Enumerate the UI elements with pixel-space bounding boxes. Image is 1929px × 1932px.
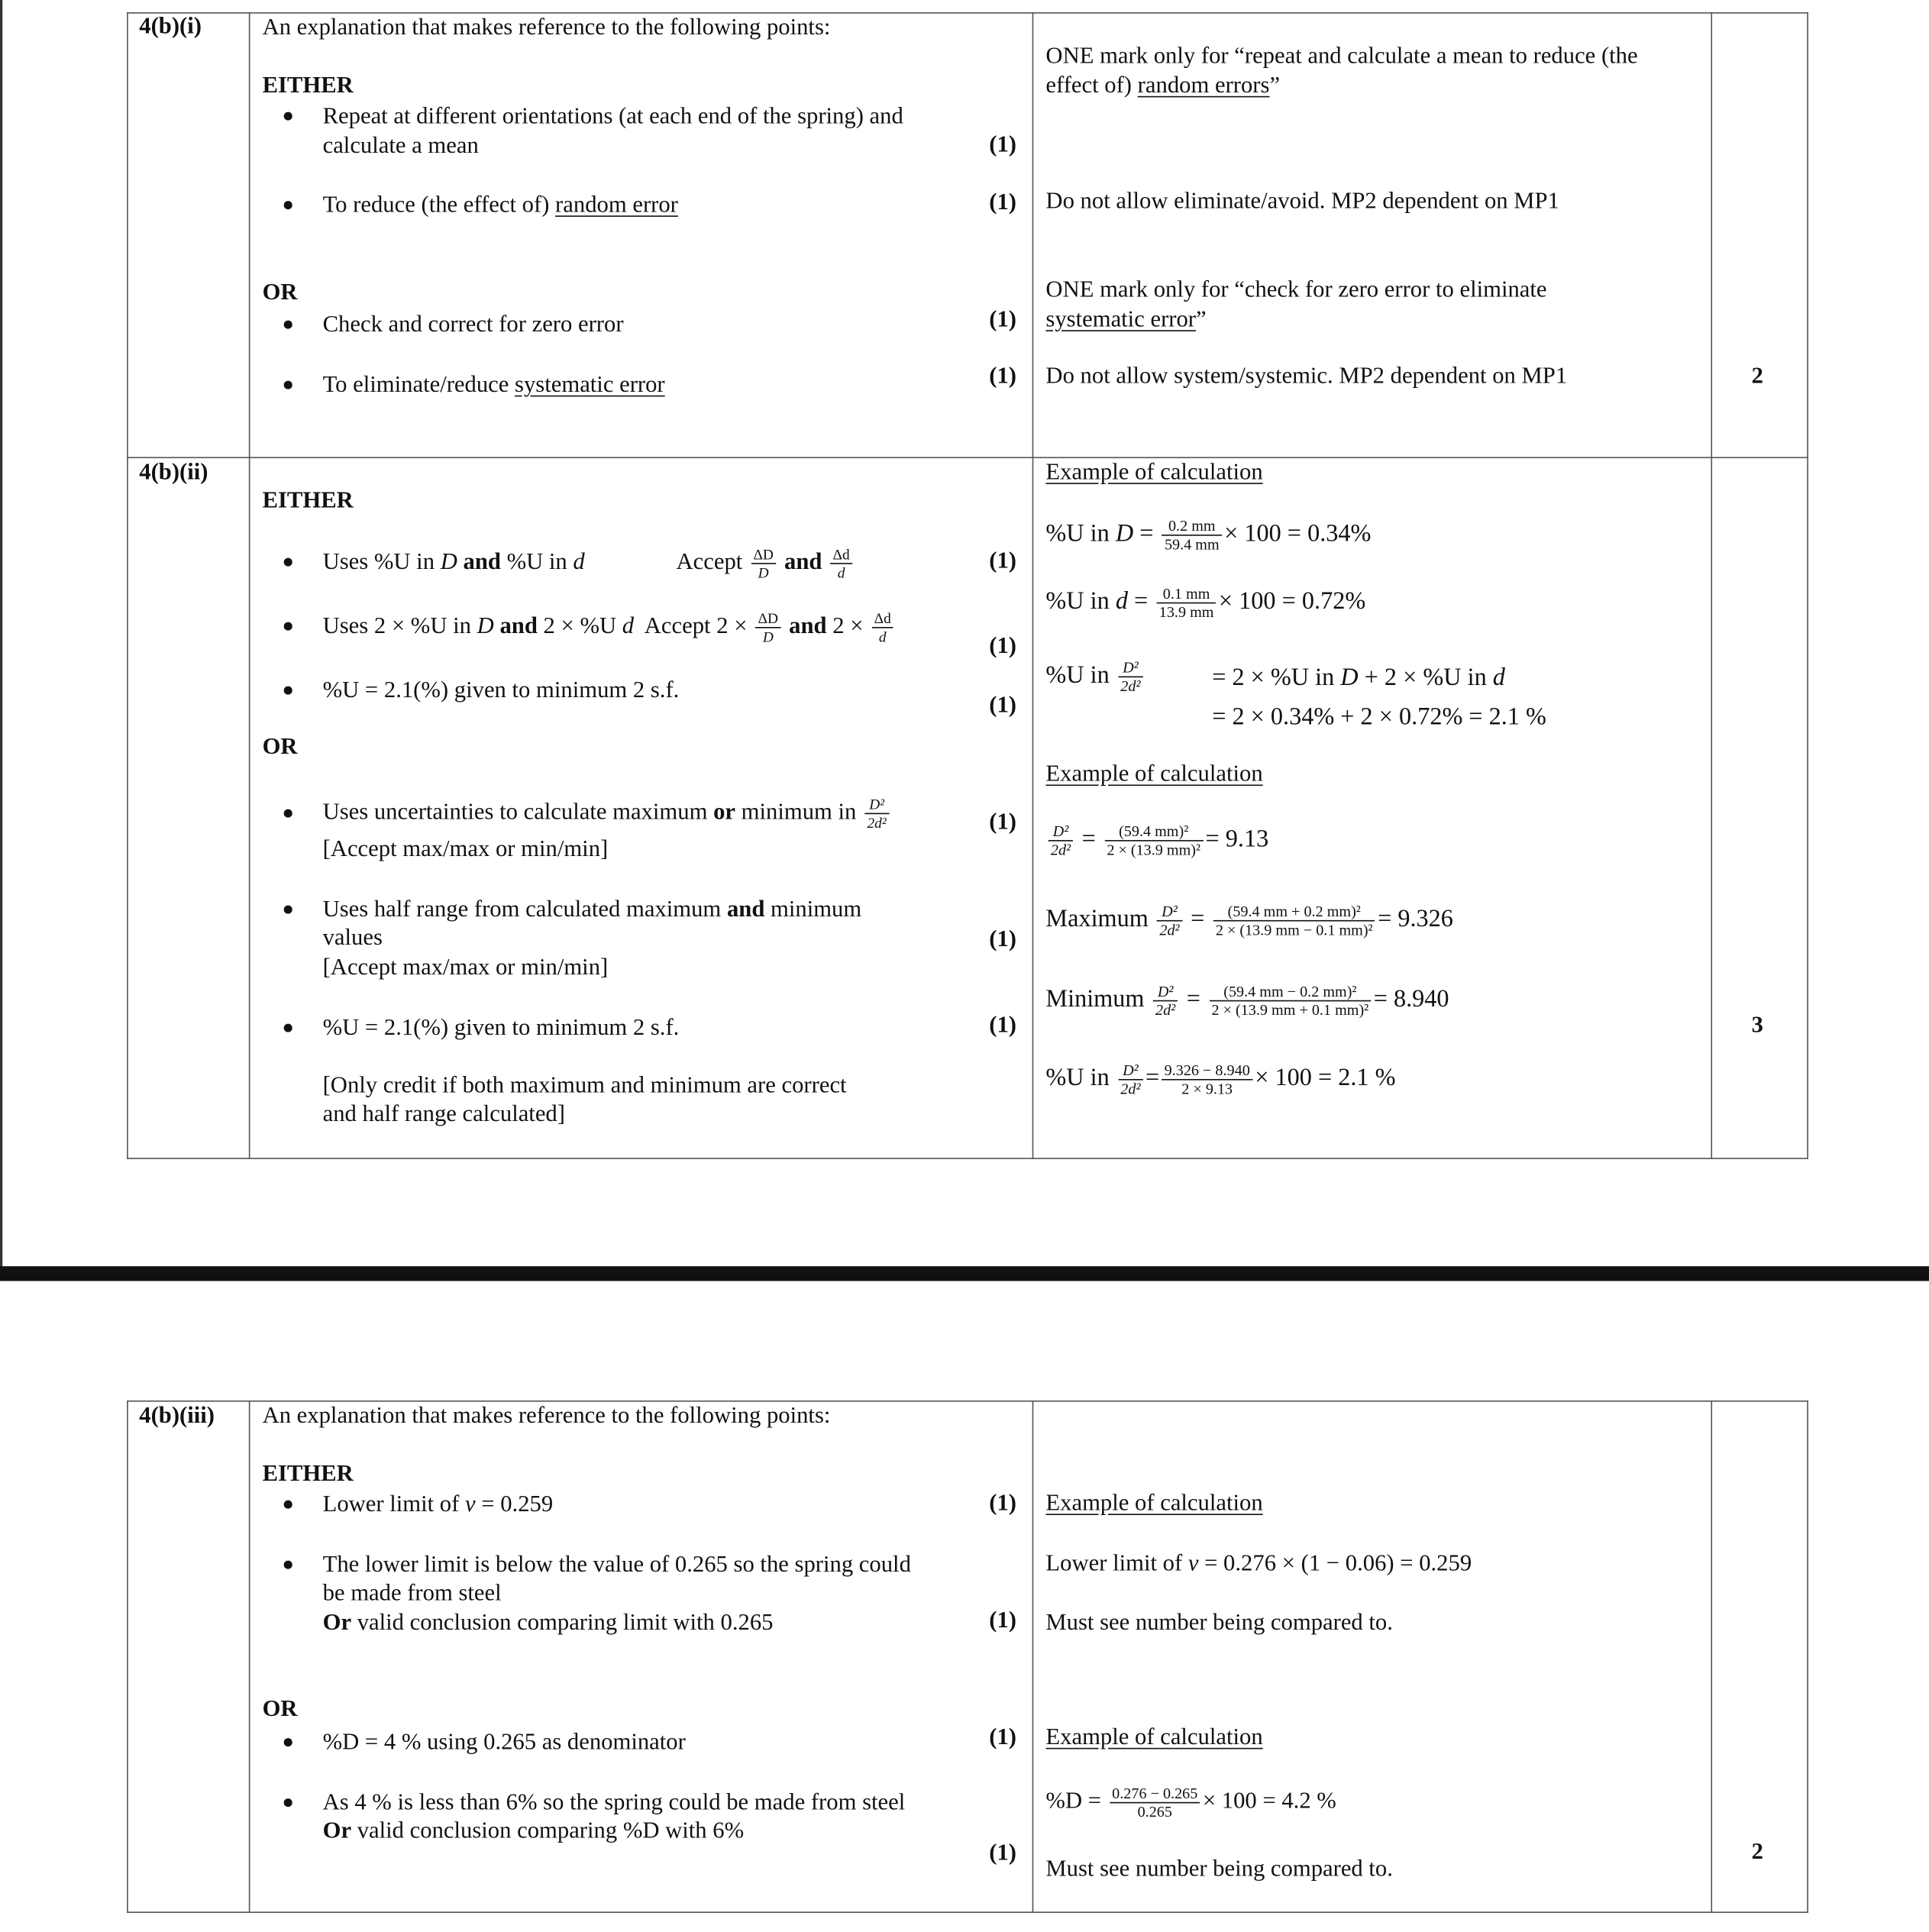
point-text: [Only credit if both maximum and minimum are correct [322, 1072, 847, 1099]
either-heading: EITHER [262, 1461, 354, 1487]
point-text: Uses %U in D and %U in d [322, 549, 585, 576]
guidance-text: systematic error” [1045, 306, 1207, 333]
mark-label: (1) [989, 692, 1016, 719]
point-text: To eliminate/reduce systematic error [322, 372, 665, 398]
example-heading: Example of calculation [1045, 761, 1263, 787]
point-text: %U = 2.1(%) given to minimum 2 s.f. [322, 677, 680, 704]
bullet-icon: ● [282, 1731, 294, 1753]
point-text: [Accept max/max or min/min] [322, 955, 609, 981]
calc-line: = 2 × %U in D + 2 × %U in d [1212, 664, 1505, 691]
page-left-border [0, 0, 2, 1268]
mark-label: (1) [989, 926, 1016, 952]
point-text: [Accept max/max or min/min] [322, 836, 609, 863]
bullet-icon: ● [282, 899, 294, 920]
calc-line: %U in D = $\frac{0.2 mm}{59.4 mm}$ × 100 = 0.34% [1045, 517, 1372, 554]
bullet-icon: ● [282, 1791, 294, 1814]
guidance-text: Lower limit of v = 0.276 × (1 − 0.06) = 0.259 [1045, 1550, 1472, 1577]
mark-label: (1) [989, 1490, 1016, 1517]
question-ref: 4(b)(iii) [139, 1403, 215, 1430]
point-text: Repeat at different orientations (at each end of the spring) and [322, 103, 903, 130]
guidance-text: Must see number being compared to. [1045, 1856, 1393, 1882]
or-heading: OR [262, 279, 298, 306]
calc-line: %U in $\frac{\text{D²}}{\text{2d²}}$ = $\frac{9.326 - 8.940}{2 \times 9.13}$ × 100 = 2.1 % [1045, 1061, 1396, 1098]
calc-line: %D = $\frac{0.276 - 0.265}{0.265}$ × 100 = 4.2 % [1045, 1785, 1336, 1821]
mark-label: (1) [989, 189, 1016, 216]
point-text: Or valid conclusion comparing %D with 6% [322, 1817, 745, 1844]
or-heading: OR [262, 734, 298, 761]
bullet-icon: ● [282, 1494, 294, 1515]
mark-label: (1) [989, 131, 1016, 158]
guidance-text: effect of) random errors” [1045, 73, 1281, 99]
mark-label: (1) [989, 548, 1016, 574]
bullet-icon: ● [282, 314, 294, 335]
calc-line: Maximum $\frac{\text{D²}}{\text{2d²}}$ = $\frac{\text{(59.4 mm + 0.2 mm)²}}{\text{2 × (13.9 mm − 0.1 mm)²}}$ = 9.326 [1045, 903, 1453, 939]
bullet-icon: ● [282, 803, 294, 825]
calc-line: %U in d = $\frac{0.1 mm}{13.9 mm}$ × 100 = 0.72% [1045, 585, 1366, 621]
calc-line: Minimum $\frac{\text{D²}}{\text{2d²}}$ = $\frac{\text{(59.4 mm − 0.2 mm)²}}{\text{2 × (13.9 mm + 0.1 mm)²}}$ = 8.940 [1045, 983, 1449, 1019]
guidance-text: Do not allow eliminate/avoid. MP2 dependent on MP1 [1045, 188, 1559, 215]
mark-label: (1) [989, 633, 1016, 659]
mark-label: (1) [989, 1012, 1016, 1039]
bullet-icon: ● [282, 680, 294, 701]
bullet-icon: ● [282, 551, 294, 573]
accept-text: Accept $\frac{\Delta D}{D}$ and $\frac{\Delta d}{d}$ [677, 546, 855, 582]
mark-label: (1) [989, 1607, 1016, 1633]
point-text: Uses uncertainties to calculate maximum or minimum in $\frac{\text{D²}}{\text{2d²}}$ [323, 796, 892, 832]
point-text: %D = 4 % using 0.265 as denominator [322, 1729, 686, 1756]
guidance-text: Must see number being compared to. [1045, 1610, 1393, 1636]
point-text: Uses half range from calculated maximum and minimum [322, 897, 862, 923]
mark-label: (1) [989, 363, 1016, 389]
point-text: Or valid conclusion comparing limit with 0.265 [322, 1610, 774, 1636]
point-text: Lower limit of v = 0.259 [322, 1491, 554, 1518]
bullet-icon: ● [282, 615, 294, 637]
or-heading: OR [262, 1696, 298, 1722]
calc-line: = 2 × 0.34% + 2 × 0.72% = 2.1 % [1212, 703, 1546, 731]
point-text: Uses 2 × %U in D and 2 × %U d Accept 2 × $\frac{\Delta D}{D}$ and 2 × $\frac{\Delta d}{d}$ [323, 609, 897, 645]
example-heading: Example of calculation [1045, 1724, 1263, 1751]
point-text: and half range calculated] [322, 1101, 565, 1127]
bullet-icon: ● [282, 194, 294, 216]
total-marks: 2 [1751, 363, 1764, 389]
point-text: The lower limit is below the value of 0.265 so the spring could [322, 1552, 911, 1578]
total-marks: 3 [1751, 1012, 1764, 1039]
mark-label: (1) [989, 1724, 1016, 1751]
bullet-icon: ● [282, 374, 294, 396]
bullet-icon: ● [282, 105, 294, 128]
bullet-icon: ● [282, 1554, 294, 1576]
mark-label: (1) [989, 1840, 1016, 1866]
page-separator-bar [0, 1266, 1929, 1281]
example-heading: Example of calculation [1045, 459, 1263, 486]
point-text: As 4 % is less than 6% so the spring could be made from steel [322, 1789, 906, 1816]
point-text: values [322, 925, 383, 951]
question-ref: 4(b)(ii) [139, 459, 208, 486]
intro-text: An explanation that makes reference to the following points: [262, 15, 831, 41]
total-marks: 2 [1751, 1839, 1764, 1866]
mark-label: (1) [989, 809, 1016, 835]
either-heading: EITHER [262, 73, 354, 99]
question-ref: 4(b)(i) [139, 13, 202, 40]
point-text: To reduce (the effect of) random error [322, 192, 678, 218]
guidance-text: ONE mark only for “check for zero error to eliminate [1045, 276, 1547, 303]
point-text: be made from steel [322, 1580, 502, 1607]
point-text: Check and correct for zero error [322, 312, 624, 338]
guidance-text: Do not allow system/systemic. MP2 dependent on MP1 [1045, 363, 1568, 389]
calc-line: $\frac{\text{D²}}{\text{2d²}}$ = $\frac{\text{(59.4 mm)²}}{\text{2 × (13.9 mm)²}}$ = 9.13 [1045, 822, 1268, 858]
calc-line: %U in $\frac{\text{D²}}{\text{2d²}}$ [1045, 659, 1145, 695]
guidance-text: ONE mark only for “repeat and calculate a mean to reduce (the [1045, 43, 1638, 69]
point-text: %U = 2.1(%) given to minimum 2 s.f. [322, 1015, 680, 1041]
point-text: calculate a mean [322, 133, 479, 160]
mark-label: (1) [989, 306, 1016, 333]
example-heading: Example of calculation [1045, 1490, 1263, 1517]
intro-text: An explanation that makes reference to the following points: [262, 1403, 831, 1430]
either-heading: EITHER [262, 487, 354, 514]
bullet-icon: ● [282, 1017, 294, 1039]
